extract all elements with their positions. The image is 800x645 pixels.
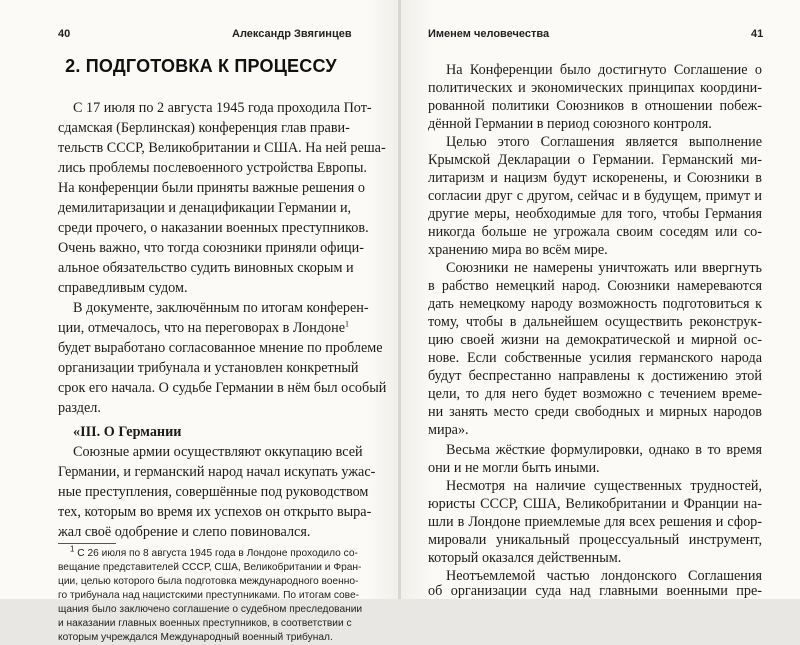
text-line: юристы СССР, США, Великобритании и Франции на-: [428, 496, 762, 512]
text-line: нове. Если собственные усилия германского народа: [428, 350, 762, 366]
left-page: [0, 0, 399, 643]
footnote-text: С 26 июля по 8 августа 1945 года в Лондоне проходило со-: [77, 548, 358, 559]
text-line: об организации суда над главными военными пре-: [428, 583, 762, 599]
text-line: никогда больше не угрожала своим соседям или со-: [428, 224, 762, 240]
text-line: другие меры, необходимые для того, чтобы Германия: [428, 206, 762, 222]
text-line: Весьма жёсткие формулировки, однако в то время: [446, 442, 762, 458]
text-line: который оказался действенным.: [428, 550, 622, 566]
text-line: согласии друг с другом, сейчас и в будущем, примут и: [428, 188, 762, 204]
text-line: мировали уникальный процессуальный инструмент,: [428, 532, 762, 548]
page-number-left: 40: [58, 28, 71, 40]
footnote-line: [70, 544, 358, 561]
text-line: цию своей жизни на демократической и мирной ос-: [428, 332, 762, 348]
text-line: хранению мира во всём мире.: [428, 242, 608, 258]
text-line: они и не могли быть иными.: [428, 460, 600, 476]
text-line: ни занять место среди свободных и мирных народов: [428, 404, 762, 420]
text-line: Крымской Декларации о Германии. Германский ми-: [428, 152, 762, 168]
footnote-line: которым учреждался Международный военный трибунал.: [58, 632, 333, 643]
text-line: Несмотря на наличие существенных трудностей,: [446, 478, 762, 494]
footnote-line: и наказании главных военных преступников, в соответствии с: [58, 618, 352, 629]
text-line: мира».: [428, 422, 469, 438]
text-line: [58, 319, 350, 336]
text-line: альное обязательство судить виновных скорым и: [58, 260, 354, 276]
running-head-author: Александр Звягинцев: [232, 28, 352, 40]
page-number-right: 41: [751, 28, 764, 40]
footnote-rule: [58, 543, 116, 544]
section-heading: «III. О Германии: [73, 424, 182, 440]
text-line: Союзники не намерены уничтожать или ввергнуть: [446, 260, 762, 276]
text-line: Союзные армии осуществляют оккупацию всей: [73, 444, 363, 460]
text-line: В документе, заключённым по итогам конферен-: [73, 300, 369, 316]
text-line: организации трибунала и установлен конкретный: [58, 360, 359, 376]
text-line: жал своё одобрение и слепо повиновался.: [58, 524, 311, 540]
footnote-line: щания было заключено соглашение о судебном преследовании: [58, 604, 363, 615]
text-line: дать немецкому народу возможность подготовиться к: [428, 296, 762, 312]
text-line: тому, чтобы в дальнейшем осуществить реконструк-: [428, 314, 762, 330]
text-line: Неотъемлемой частью лондонского Соглашения: [446, 568, 762, 584]
right-page: [401, 0, 800, 599]
text-line: Очень важно, что тогда союзники приняли офици-: [58, 240, 364, 256]
chapter-title: 2. ПОДГОТОВКА К ПРОЦЕССУ: [65, 56, 337, 76]
text-line: На Конференции было достигнуто Соглашение о: [446, 62, 762, 78]
text-line: дённой Германии в период союзного контроля.: [428, 116, 712, 132]
text-line: Германии, и германский народ начал искупать ужас-: [58, 464, 376, 480]
text-line: тельств СССР, Великобритании и США. На ней решa-: [58, 140, 386, 156]
text-line: политических и экономических принципах координи-: [428, 80, 762, 96]
text-line: будет выработано согласованное мнение по проблеме: [58, 340, 383, 356]
text-line: шли в Лондоне приемлемые для всех решения и сфор-: [428, 514, 762, 530]
text-line: ные преступления, совершённые под руководством: [58, 484, 369, 500]
text-line: С 17 июля по 2 августа 1945 года проходила Пот-: [73, 100, 372, 116]
footnote-line: вещание представителей СССР, США, Великобритании и Фран-: [58, 562, 362, 573]
running-head-title: Именем человечества: [428, 28, 550, 40]
text-line: цели, то для него будет возможно с течением време-: [428, 386, 762, 402]
text-line: срок его начала. О судьбе Германии в нём был особый: [58, 380, 387, 396]
footnote-marker: 1: [70, 544, 75, 554]
text-line: литаризм и нацизм будут искоренены, и Союзники в: [428, 170, 762, 186]
text-line: Целью этого Соглашения является выполнение: [446, 134, 762, 150]
text-line: лись проблемы послевоенного устройства Европы.: [58, 160, 367, 176]
footnote-line: го трибунала над нацистскими преступниками. По итогам сове-: [58, 590, 360, 601]
text-line: среди прочего, о наказании военных преступников.: [58, 220, 369, 236]
text-line: сдамская (Берлинская) конференция глав прави-: [58, 120, 350, 136]
text-line: раздел.: [58, 400, 101, 416]
text-line: рованной политики Союзников в отношении побеж-: [428, 98, 762, 114]
footnote-ref[interactable]: 1: [345, 319, 350, 329]
text-segment: ции, отмечалось, что на переговорах в Лондоне: [58, 320, 346, 336]
text-line: будут беспрестанно направлены к достижению этой: [428, 368, 762, 384]
text-line: тех, которым во время их успехов он открыто выра-: [58, 504, 372, 520]
text-line: справедливым судом.: [58, 280, 188, 296]
text-line: На конференции были приняты важные решения о: [58, 180, 365, 196]
text-line: в рабство немецкий народ. Союзники намереваются: [428, 278, 762, 294]
text-line: демилитаризации и денацификации Германии и,: [58, 200, 352, 216]
footnote-line: ции, целью которого была подготовка международного военно-: [58, 576, 359, 587]
